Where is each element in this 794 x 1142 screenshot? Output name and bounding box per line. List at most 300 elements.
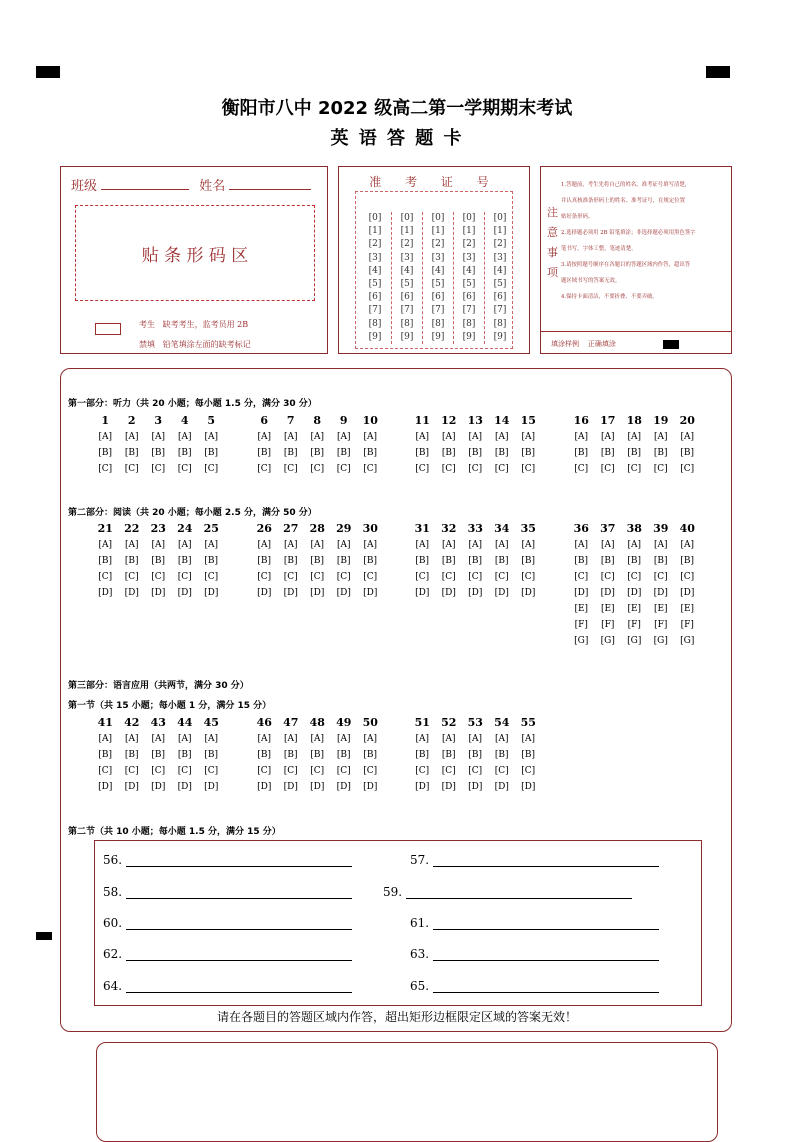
answer-bubble[interactable]: [B] bbox=[521, 556, 536, 566]
answer-line[interactable] bbox=[126, 884, 352, 899]
answer-bubble[interactable]: [C] bbox=[494, 464, 509, 474]
answer-bubble[interactable]: [B] bbox=[124, 556, 139, 566]
answer-bubble[interactable]: [B] bbox=[653, 448, 668, 458]
exam-id-digit-bubble[interactable]: [1] bbox=[431, 226, 445, 237]
exam-id-digit-bubble[interactable]: [2] bbox=[400, 239, 414, 250]
exam-id-digit-bubble[interactable]: [4] bbox=[462, 265, 476, 276]
answer-bubble[interactable]: [A] bbox=[283, 540, 298, 550]
answer-bubble[interactable]: [B] bbox=[363, 750, 378, 760]
answer-bubble[interactable]: [C] bbox=[177, 464, 192, 474]
answer-bubble[interactable]: [D] bbox=[494, 782, 509, 792]
answer-bubble[interactable]: [A] bbox=[415, 540, 430, 550]
answer-bubble[interactable]: [A] bbox=[415, 734, 430, 744]
answer-bubble[interactable]: [A] bbox=[336, 432, 351, 442]
answer-bubble[interactable]: [A] bbox=[363, 734, 378, 744]
answer-bubble[interactable]: [C] bbox=[151, 572, 166, 582]
answer-bubble[interactable]: [E] bbox=[653, 604, 668, 614]
answer-bubble[interactable]: [G] bbox=[653, 636, 668, 646]
exam-id-digit-bubble[interactable]: [5] bbox=[493, 278, 507, 289]
answer-bubble[interactable]: [E] bbox=[680, 604, 695, 614]
question-number: 39 bbox=[653, 522, 669, 535]
answer-bubble[interactable]: [B] bbox=[124, 750, 139, 760]
answer-bubble[interactable]: [B] bbox=[204, 750, 219, 760]
exam-id-digit-bubble[interactable]: [3] bbox=[368, 252, 382, 263]
answer-bubble[interactable]: [C] bbox=[468, 572, 483, 582]
answer-bubble[interactable]: [A] bbox=[574, 540, 589, 550]
answer-bubble[interactable]: [B] bbox=[204, 448, 219, 458]
answer-bubble[interactable]: [A] bbox=[98, 540, 113, 550]
answer-bubble[interactable]: [A] bbox=[441, 540, 456, 550]
answer-bubble[interactable]: [B] bbox=[257, 556, 272, 566]
exam-id-digit-bubble[interactable]: [0] bbox=[462, 213, 476, 223]
answer-bubble[interactable]: [A] bbox=[151, 432, 166, 442]
answer-bubble[interactable]: [C] bbox=[494, 572, 509, 582]
class-field[interactable] bbox=[101, 177, 189, 190]
answer-bubble[interactable]: [C] bbox=[363, 572, 378, 582]
answer-bubble[interactable]: [A] bbox=[363, 540, 378, 550]
answer-bubble[interactable]: [C] bbox=[415, 572, 430, 582]
answer-bubble[interactable]: [B] bbox=[283, 556, 298, 566]
answer-bubble[interactable]: [A] bbox=[151, 540, 166, 550]
answer-bubble[interactable]: [C] bbox=[600, 464, 615, 474]
answer-bubble[interactable]: [D] bbox=[441, 782, 456, 792]
answer-bubble[interactable]: [C] bbox=[468, 766, 483, 776]
answer-bubble[interactable]: [D] bbox=[415, 782, 430, 792]
exam-id-digit-bubble[interactable]: [4] bbox=[493, 265, 507, 276]
answer-bubble[interactable]: [G] bbox=[680, 636, 695, 646]
position-mark-top-right bbox=[706, 66, 730, 78]
exam-id-digit-bubble[interactable]: [7] bbox=[431, 305, 445, 316]
answer-bubble[interactable]: [D] bbox=[653, 588, 668, 598]
answer-bubble[interactable]: [C] bbox=[680, 572, 695, 582]
answer-bubble[interactable]: [C] bbox=[310, 464, 325, 474]
answer-bubble[interactable]: [C] bbox=[574, 572, 589, 582]
answer-bubble[interactable]: [C] bbox=[415, 766, 430, 776]
exam-id-digit-bubble[interactable]: [0] bbox=[368, 213, 382, 223]
answer-bubble[interactable]: [B] bbox=[415, 556, 430, 566]
answer-bubble[interactable]: [C] bbox=[441, 766, 456, 776]
exam-id-digit-bubble[interactable]: [2] bbox=[493, 239, 507, 250]
answer-bubble[interactable]: [B] bbox=[151, 448, 166, 458]
answer-bubble[interactable]: [A] bbox=[257, 540, 272, 550]
answer-bubble[interactable]: [D] bbox=[627, 588, 642, 598]
answer-bubble[interactable]: [C] bbox=[283, 572, 298, 582]
answer-bubble[interactable]: [C] bbox=[98, 766, 113, 776]
exam-id-digit-bubble[interactable]: [2] bbox=[431, 239, 445, 250]
answer-bubble[interactable]: [B] bbox=[600, 556, 615, 566]
answer-bubble[interactable]: [B] bbox=[151, 556, 166, 566]
exam-id-digit-bubble[interactable]: [2] bbox=[462, 239, 476, 250]
answer-bubble[interactable]: [D] bbox=[363, 782, 378, 792]
answer-bubble[interactable]: [C] bbox=[415, 464, 430, 474]
answer-bubble[interactable]: [B] bbox=[257, 750, 272, 760]
answer-bubble[interactable]: [C] bbox=[653, 464, 668, 474]
answer-bubble[interactable]: [D] bbox=[600, 588, 615, 598]
answer-bubble[interactable]: [B] bbox=[468, 556, 483, 566]
answer-bubble[interactable]: [A] bbox=[310, 432, 325, 442]
answer-bubble[interactable]: [A] bbox=[177, 432, 192, 442]
answer-bubble[interactable]: [C] bbox=[257, 572, 272, 582]
answer-bubble[interactable]: [B] bbox=[336, 448, 351, 458]
answer-bubble[interactable]: [B] bbox=[415, 448, 430, 458]
answer-bubble[interactable]: [D] bbox=[177, 588, 192, 598]
exam-id-digit-bubble[interactable]: [9] bbox=[462, 331, 476, 342]
answer-bubble[interactable]: [D] bbox=[494, 588, 509, 598]
answer-bubble[interactable]: [B] bbox=[257, 448, 272, 458]
answer-bubble[interactable]: [B] bbox=[468, 448, 483, 458]
question-number: 15 bbox=[520, 414, 536, 427]
exam-id-digit-bubble[interactable]: [1] bbox=[368, 226, 382, 237]
answer-bubble[interactable]: [F] bbox=[680, 620, 694, 630]
exam-id-digit-bubble[interactable]: [3] bbox=[462, 252, 476, 263]
answer-bubble[interactable]: [A] bbox=[336, 540, 351, 550]
answer-bubble[interactable]: [D] bbox=[441, 588, 456, 598]
answer-bubble[interactable]: [A] bbox=[310, 734, 325, 744]
exam-id-digit-bubble[interactable]: [3] bbox=[400, 252, 414, 263]
answer-bubble[interactable]: [A] bbox=[257, 432, 272, 442]
answer-bubble[interactable]: [C] bbox=[257, 464, 272, 474]
answer-bubble[interactable]: [D] bbox=[151, 588, 166, 598]
answer-bubble[interactable]: [B] bbox=[177, 750, 192, 760]
answer-bubble[interactable]: [B] bbox=[680, 556, 695, 566]
answer-bubble[interactable]: [B] bbox=[310, 750, 325, 760]
answer-bubble[interactable]: [C] bbox=[204, 766, 219, 776]
answer-bubble[interactable]: [B] bbox=[494, 448, 509, 458]
answer-bubble[interactable]: [D] bbox=[257, 782, 272, 792]
fill-blank-item bbox=[103, 946, 352, 961]
answer-bubble[interactable]: [B] bbox=[600, 448, 615, 458]
answer-line[interactable] bbox=[406, 884, 632, 899]
answer-bubble[interactable]: [A] bbox=[336, 734, 351, 744]
exam-id-digit-bubble[interactable]: [5] bbox=[368, 278, 382, 289]
answer-bubble[interactable]: [F] bbox=[627, 620, 641, 630]
question-number: 44 bbox=[177, 716, 193, 729]
answer-bubble[interactable]: [A] bbox=[521, 540, 536, 550]
answer-bubble[interactable]: [B] bbox=[98, 750, 113, 760]
answer-bubble[interactable]: [C] bbox=[627, 572, 642, 582]
blank-number: 62. bbox=[103, 947, 123, 961]
answer-bubble[interactable]: [B] bbox=[574, 556, 589, 566]
position-mark-top-left bbox=[36, 66, 60, 78]
answer-bubble[interactable]: [E] bbox=[600, 604, 615, 614]
answer-bubble[interactable]: [C] bbox=[257, 766, 272, 776]
answer-bubble[interactable]: [A] bbox=[98, 432, 113, 442]
answer-bubble[interactable]: [A] bbox=[680, 432, 695, 442]
answer-bubble[interactable]: [D] bbox=[415, 588, 430, 598]
answer-bubble[interactable]: [A] bbox=[177, 540, 192, 550]
answer-bubble[interactable]: [B] bbox=[283, 750, 298, 760]
answer-bubble[interactable]: [A] bbox=[441, 734, 456, 744]
exam-id-digit-bubble[interactable]: [6] bbox=[368, 292, 382, 303]
answer-line[interactable] bbox=[126, 946, 352, 961]
answer-bubble[interactable]: [C] bbox=[177, 572, 192, 582]
answer-bubble[interactable]: [A] bbox=[494, 734, 509, 744]
answer-bubble[interactable]: [A] bbox=[177, 734, 192, 744]
answer-bubble[interactable]: [C] bbox=[600, 572, 615, 582]
answer-bubble[interactable]: [D] bbox=[124, 782, 139, 792]
part3-title: 第三部分：语言应用（共两节，满分 30 分） bbox=[68, 681, 249, 691]
answer-bubble[interactable]: [C] bbox=[124, 572, 139, 582]
answer-bubble[interactable]: [A] bbox=[310, 540, 325, 550]
exam-id-digit-bubble[interactable]: [8] bbox=[493, 318, 507, 329]
name-field[interactable] bbox=[229, 177, 311, 190]
answer-bubble[interactable]: [D] bbox=[204, 588, 219, 598]
answer-bubble[interactable]: [D] bbox=[98, 782, 113, 792]
exam-id-digit-bubble[interactable]: [7] bbox=[368, 305, 382, 316]
answer-bubble[interactable]: [A] bbox=[204, 432, 219, 442]
answer-bubble[interactable]: [D] bbox=[363, 588, 378, 598]
answer-bubble[interactable]: [E] bbox=[627, 604, 642, 614]
answer-line[interactable] bbox=[126, 852, 352, 867]
exam-id-digit-bubble[interactable]: [9] bbox=[368, 331, 382, 342]
answer-bubble[interactable]: [C] bbox=[283, 464, 298, 474]
answer-bubble[interactable]: [A] bbox=[283, 734, 298, 744]
answer-line[interactable] bbox=[126, 915, 352, 930]
exam-id-digit-bubble[interactable]: [5] bbox=[431, 278, 445, 289]
question-number: 7 bbox=[286, 414, 295, 427]
exam-id-digit-bubble[interactable]: [9] bbox=[431, 331, 445, 342]
answer-bubble[interactable]: [C] bbox=[204, 464, 219, 474]
answer-bubble[interactable]: [A] bbox=[680, 540, 695, 550]
answer-bubble[interactable]: [B] bbox=[204, 556, 219, 566]
answer-bubble[interactable]: [D] bbox=[521, 588, 536, 598]
answer-bubble[interactable]: [C] bbox=[98, 572, 113, 582]
exam-id-digit-bubble[interactable]: [8] bbox=[368, 318, 382, 329]
answer-bubble[interactable]: [B] bbox=[441, 750, 456, 760]
answer-bubble[interactable]: [G] bbox=[574, 636, 589, 646]
answer-bubble[interactable]: [F] bbox=[574, 620, 588, 630]
exam-id-digit-bubble[interactable]: [0] bbox=[431, 213, 445, 223]
answer-bubble[interactable]: [D] bbox=[310, 782, 325, 792]
exam-id-digit-bubble[interactable]: [6] bbox=[400, 292, 414, 303]
answer-bubble[interactable]: [A] bbox=[124, 432, 139, 442]
answer-bubble[interactable]: [A] bbox=[653, 540, 668, 550]
answer-bubble[interactable]: [D] bbox=[310, 588, 325, 598]
answer-bubble[interactable]: [C] bbox=[310, 572, 325, 582]
answer-bubble[interactable]: [B] bbox=[310, 448, 325, 458]
answer-bubble[interactable]: [D] bbox=[574, 588, 589, 598]
exam-id-digit-bubble[interactable]: [7] bbox=[462, 305, 476, 316]
answer-bubble[interactable]: [A] bbox=[600, 540, 615, 550]
answer-bubble[interactable]: [A] bbox=[468, 540, 483, 550]
exam-id-digit-bubble[interactable]: [8] bbox=[462, 318, 476, 329]
question-number: 42 bbox=[124, 716, 140, 729]
question-number: 31 bbox=[414, 522, 430, 535]
answer-bubble[interactable]: [C] bbox=[680, 464, 695, 474]
exam-id-digit-bubble[interactable]: [4] bbox=[368, 265, 382, 276]
answer-bubble[interactable]: [C] bbox=[124, 464, 139, 474]
answer-bubble[interactable]: [B] bbox=[653, 556, 668, 566]
answer-bubble[interactable]: [B] bbox=[574, 448, 589, 458]
question-number: 12 bbox=[441, 414, 457, 427]
answer-line[interactable] bbox=[433, 852, 659, 867]
answer-bubble[interactable]: [A] bbox=[98, 734, 113, 744]
answer-bubble[interactable]: [A] bbox=[574, 432, 589, 442]
answer-bubble[interactable]: [C] bbox=[574, 464, 589, 474]
note-line: 笔书写，字体工整，笔迹清楚。 bbox=[561, 246, 637, 252]
answer-bubble[interactable]: [B] bbox=[151, 750, 166, 760]
exam-id-digit-bubble[interactable]: [6] bbox=[493, 292, 507, 303]
answer-bubble[interactable]: [B] bbox=[441, 556, 456, 566]
exam-id-digit-bubble[interactable]: [3] bbox=[493, 252, 507, 263]
answer-bubble[interactable]: [B] bbox=[521, 750, 536, 760]
exam-id-digit-bubble[interactable]: [1] bbox=[462, 226, 476, 237]
answer-line[interactable] bbox=[433, 915, 659, 930]
answer-bubble[interactable]: [D] bbox=[204, 782, 219, 792]
answer-bubble[interactable]: [C] bbox=[521, 572, 536, 582]
next-answer-area bbox=[96, 1042, 718, 1142]
answer-bubble[interactable]: [C] bbox=[441, 572, 456, 582]
exam-id-digit-bubble[interactable]: [1] bbox=[400, 226, 414, 237]
answer-bubble[interactable]: [A] bbox=[151, 734, 166, 744]
answer-bubble[interactable]: [C] bbox=[124, 766, 139, 776]
answer-bubble[interactable]: [A] bbox=[363, 432, 378, 442]
question-number: 35 bbox=[520, 522, 536, 535]
position-mark-left bbox=[36, 932, 52, 940]
answer-bubble[interactable]: [A] bbox=[124, 734, 139, 744]
answer-bubble[interactable]: [G] bbox=[600, 636, 615, 646]
answer-bubble[interactable]: [C] bbox=[336, 572, 351, 582]
answer-bubble[interactable]: [A] bbox=[257, 734, 272, 744]
fill-blank-item bbox=[103, 884, 352, 899]
exam-id-digit-bubble[interactable]: [2] bbox=[368, 239, 382, 250]
answer-bubble[interactable]: [D] bbox=[680, 588, 695, 598]
answer-bubble[interactable]: [B] bbox=[124, 448, 139, 458]
answer-bubble[interactable]: [B] bbox=[177, 448, 192, 458]
answer-bubble[interactable]: [B] bbox=[415, 750, 430, 760]
answer-bubble[interactable]: [B] bbox=[310, 556, 325, 566]
answer-bubble[interactable]: [D] bbox=[98, 588, 113, 598]
answer-bubble[interactable]: [A] bbox=[468, 734, 483, 744]
answer-bubble[interactable]: [B] bbox=[494, 750, 509, 760]
answer-bubble[interactable]: [A] bbox=[441, 432, 456, 442]
exam-id-digit-bubble[interactable]: [9] bbox=[400, 331, 414, 342]
absent-mark-box[interactable] bbox=[95, 323, 121, 335]
exam-id-digit-bubble[interactable]: [4] bbox=[400, 265, 414, 276]
exam-id-digit-bubble[interactable]: [6] bbox=[431, 292, 445, 303]
exam-id-digit-bubble[interactable]: [6] bbox=[462, 292, 476, 303]
exam-id-digit-bubble[interactable]: [7] bbox=[493, 305, 507, 316]
exam-id-digit-bubble[interactable]: [8] bbox=[400, 318, 414, 329]
answer-bubble[interactable]: [C] bbox=[204, 572, 219, 582]
answer-bubble[interactable]: [F] bbox=[654, 620, 668, 630]
answer-bubble[interactable]: [C] bbox=[363, 464, 378, 474]
answer-bubble[interactable]: [C] bbox=[336, 766, 351, 776]
answer-bubble[interactable]: [B] bbox=[336, 556, 351, 566]
answer-bubble[interactable]: [D] bbox=[124, 588, 139, 598]
answer-bubble[interactable]: [C] bbox=[468, 464, 483, 474]
question-number: 19 bbox=[653, 414, 669, 427]
exam-id-digit-bubble[interactable]: [1] bbox=[493, 226, 507, 237]
exam-id-digit-bubble[interactable]: [5] bbox=[462, 278, 476, 289]
answer-bubble[interactable]: [B] bbox=[363, 556, 378, 566]
answer-bubble[interactable]: [D] bbox=[336, 588, 351, 598]
exam-id-digit-bubble[interactable]: [5] bbox=[400, 278, 414, 289]
answer-line[interactable] bbox=[433, 946, 659, 961]
answer-bubble[interactable]: [C] bbox=[521, 766, 536, 776]
answer-line[interactable] bbox=[126, 978, 352, 993]
answer-bubble[interactable]: [A] bbox=[124, 540, 139, 550]
answer-bubble[interactable]: [G] bbox=[627, 636, 642, 646]
answer-bubble[interactable]: [C] bbox=[151, 464, 166, 474]
answer-bubble[interactable]: [A] bbox=[204, 734, 219, 744]
answer-bubble[interactable]: [C] bbox=[521, 464, 536, 474]
answer-bubble[interactable]: [C] bbox=[283, 766, 298, 776]
answer-bubble[interactable]: [C] bbox=[653, 572, 668, 582]
exam-id-digit-bubble[interactable]: [9] bbox=[493, 331, 507, 342]
answer-bubble[interactable]: [B] bbox=[177, 556, 192, 566]
answer-bubble[interactable]: [A] bbox=[283, 432, 298, 442]
answer-bubble[interactable]: [B] bbox=[494, 556, 509, 566]
answer-bubble[interactable]: [B] bbox=[98, 448, 113, 458]
answer-bubble[interactable]: [A] bbox=[415, 432, 430, 442]
exam-id-digit-bubble[interactable]: [8] bbox=[431, 318, 445, 329]
question-number: 29 bbox=[336, 522, 352, 535]
answer-bubble[interactable]: [A] bbox=[653, 432, 668, 442]
answer-bubble[interactable]: [D] bbox=[257, 588, 272, 598]
exam-id-digit-bubble[interactable]: [0] bbox=[400, 213, 414, 223]
answer-bubble[interactable]: [E] bbox=[574, 604, 589, 614]
answer-bubble[interactable]: [C] bbox=[310, 766, 325, 776]
answer-bubble[interactable]: [A] bbox=[627, 540, 642, 550]
answer-bubble[interactable]: [B] bbox=[468, 750, 483, 760]
answer-bubble[interactable]: [C] bbox=[151, 766, 166, 776]
answer-line[interactable] bbox=[433, 978, 659, 993]
answer-bubble[interactable]: [A] bbox=[494, 432, 509, 442]
answer-bubble[interactable]: [C] bbox=[336, 464, 351, 474]
answer-bubble[interactable]: [A] bbox=[204, 540, 219, 550]
answer-bubble[interactable]: [A] bbox=[468, 432, 483, 442]
answer-bubble[interactable]: [B] bbox=[363, 448, 378, 458]
answer-bubble[interactable]: [B] bbox=[98, 556, 113, 566]
answer-bubble[interactable]: [D] bbox=[177, 782, 192, 792]
answer-bubble[interactable]: [C] bbox=[494, 766, 509, 776]
answer-bubble[interactable]: [B] bbox=[627, 556, 642, 566]
blank-number: 64. bbox=[103, 979, 123, 993]
answer-bubble[interactable]: [C] bbox=[98, 464, 113, 474]
answer-bubble[interactable]: [D] bbox=[468, 782, 483, 792]
answer-bubble[interactable]: [D] bbox=[283, 782, 298, 792]
answer-bubble[interactable]: [C] bbox=[177, 766, 192, 776]
answer-bubble[interactable]: [F] bbox=[601, 620, 615, 630]
answer-bubble[interactable]: [A] bbox=[600, 432, 615, 442]
question-number: 3 bbox=[154, 414, 163, 427]
answer-bubble[interactable]: [D] bbox=[468, 588, 483, 598]
answer-bubble[interactable]: [A] bbox=[521, 432, 536, 442]
answer-bubble[interactable]: [D] bbox=[521, 782, 536, 792]
answer-bubble[interactable]: [B] bbox=[680, 448, 695, 458]
answer-bubble[interactable]: [B] bbox=[336, 750, 351, 760]
answer-bubble[interactable]: [B] bbox=[441, 448, 456, 458]
answer-bubble[interactable]: [A] bbox=[494, 540, 509, 550]
exam-id-digit-bubble[interactable]: [7] bbox=[400, 305, 414, 316]
answer-bubble[interactable]: [D] bbox=[151, 782, 166, 792]
answer-bubble[interactable]: [A] bbox=[627, 432, 642, 442]
answer-bubble[interactable]: [A] bbox=[521, 734, 536, 744]
notes-side-2: 意 bbox=[547, 226, 558, 239]
answer-bubble[interactable]: [B] bbox=[521, 448, 536, 458]
answer-bubble[interactable]: [B] bbox=[283, 448, 298, 458]
answer-bubble[interactable]: [D] bbox=[283, 588, 298, 598]
answer-bubble[interactable]: [B] bbox=[627, 448, 642, 458]
exam-id-digit-bubble[interactable]: [0] bbox=[493, 213, 507, 223]
answer-bubble[interactable]: [C] bbox=[363, 766, 378, 776]
answer-bubble[interactable]: [D] bbox=[336, 782, 351, 792]
exam-id-digit-bubble[interactable]: [4] bbox=[431, 265, 445, 276]
exam-id-digit-bubble[interactable]: [3] bbox=[431, 252, 445, 263]
answer-bubble[interactable]: [C] bbox=[627, 464, 642, 474]
answer-bubble[interactable]: [C] bbox=[441, 464, 456, 474]
